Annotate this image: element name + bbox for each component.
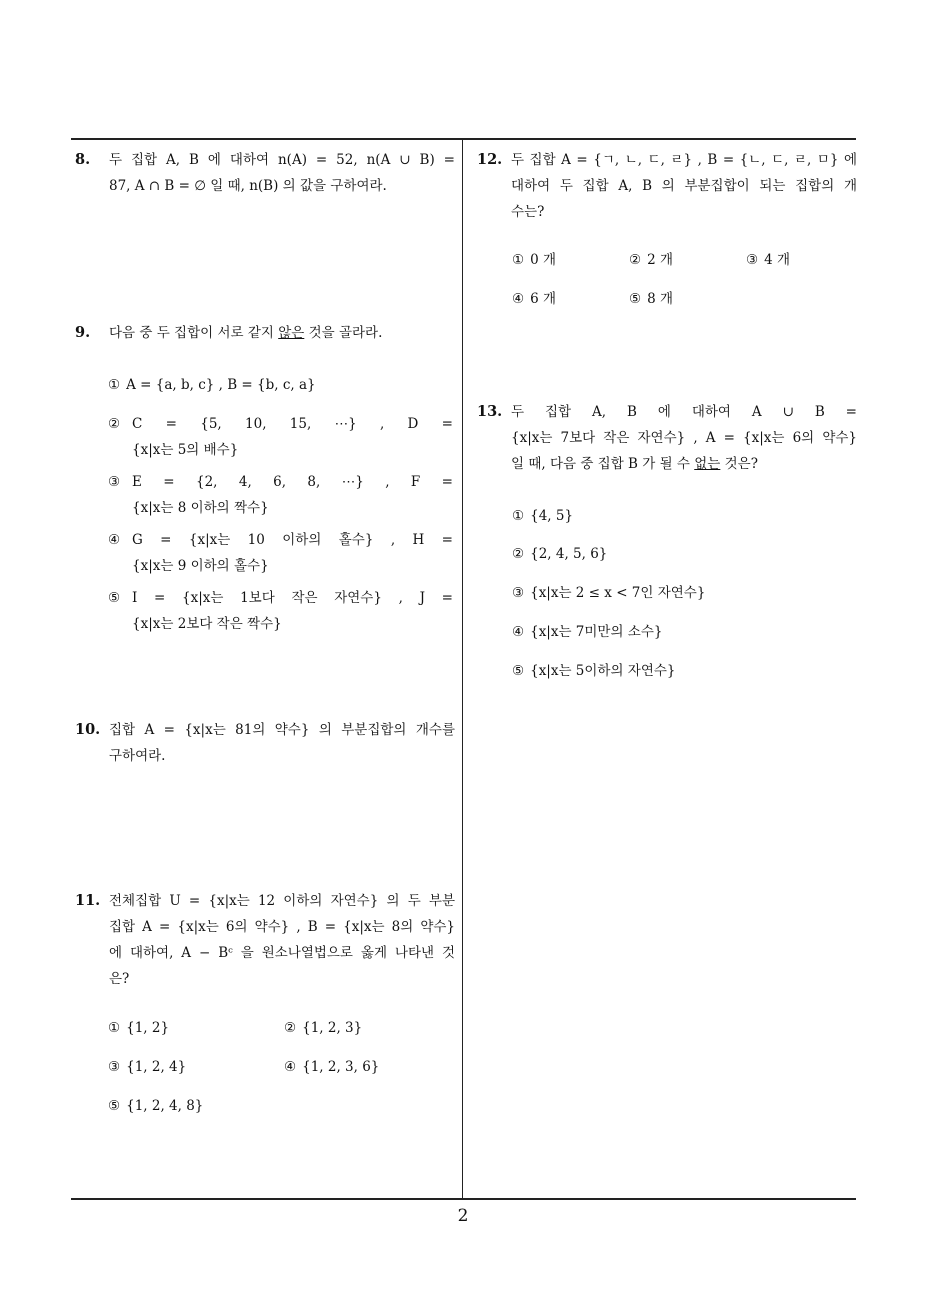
choice-marker: ② — [629, 252, 642, 268]
question-text: 구하여라. — [109, 748, 166, 764]
choice-text: 4 개 — [764, 252, 791, 268]
question-text: 전체집합 U = {x|x는 12 이하의 자연수} 의 두 부분 — [109, 893, 455, 909]
question-text: 것은? — [720, 456, 758, 472]
choice-marker: ④ — [108, 532, 121, 548]
answer-choice-5[interactable] — [108, 1093, 203, 1119]
question-text: 은? — [109, 971, 130, 987]
question-8 — [75, 147, 455, 199]
choice-text: {x|x는 7미만의 소수} — [530, 624, 663, 640]
choice-text: 8 개 — [647, 291, 674, 307]
question-text: 다음 중 두 집합이 서로 같지 — [109, 325, 279, 341]
question-text — [511, 451, 857, 477]
bottom-rule — [71, 1198, 856, 1200]
choice-marker: ③ — [108, 474, 121, 490]
answer-choice-2[interactable] — [108, 411, 453, 463]
choice-marker: ③ — [746, 252, 759, 268]
answer-choice-4[interactable] — [512, 286, 556, 312]
answer-choice-2[interactable] — [284, 1015, 362, 1041]
choice-text: E = {2, 4, 6, 8, ⋯} , F = — [132, 474, 453, 490]
question-number: 10. — [75, 721, 101, 738]
question-text: 수는? — [511, 204, 545, 220]
choice-text: {1, 2} — [126, 1020, 170, 1036]
column-divider — [462, 139, 463, 1199]
answer-choice-1[interactable] — [108, 372, 453, 398]
top-rule — [71, 138, 856, 140]
question-number: 13. — [477, 403, 503, 420]
question-12 — [477, 147, 857, 225]
question-text: 대하여 두 집합 A, B 의 부분집합이 되는 집합의 개 — [511, 178, 857, 194]
choice-text: 2 개 — [647, 252, 674, 268]
choice-text: I = {x|x는 1보다 작은 자연수} , J = — [132, 590, 453, 606]
choice-text: {1, 2, 3, 6} — [302, 1059, 380, 1075]
question-number: 9. — [75, 324, 91, 341]
question-10 — [75, 717, 455, 769]
question-number: 12. — [477, 151, 503, 168]
choice-text: {2, 4, 5, 6} — [530, 546, 608, 562]
choice-marker: ② — [108, 416, 121, 432]
question-text: 두 집합 A, B 에 대하여 A ∪ B = — [511, 404, 857, 420]
answer-choice-1[interactable] — [512, 503, 573, 529]
choice-marker: ④ — [512, 624, 525, 640]
answer-choice-2[interactable] — [512, 541, 607, 567]
choice-text: {x|x는 8 이하의 짝수} — [132, 500, 269, 516]
answer-choice-4[interactable] — [108, 527, 453, 579]
answer-choice-2[interactable] — [629, 247, 673, 273]
choice-text: G = {x|x는 10 이하의 홀수} , H = — [132, 532, 453, 548]
choice-marker: ① — [108, 1020, 121, 1036]
page-number: 2 — [457, 1206, 469, 1226]
choice-marker: ① — [512, 252, 525, 268]
question-text: 일 때, 다음 중 집합 B 가 될 수 — [511, 456, 695, 472]
choice-text: {x|x는 2 ≤ x < 7인 자연수} — [530, 585, 706, 601]
choice-text: 6 개 — [530, 291, 557, 307]
answer-choice-3[interactable] — [108, 469, 453, 521]
answer-choice-3[interactable] — [512, 580, 705, 606]
choice-marker: ② — [512, 546, 525, 562]
answer-choice-4[interactable] — [512, 619, 662, 645]
question-number: 11. — [75, 892, 101, 909]
answer-choice-5[interactable] — [629, 286, 673, 312]
choice-text: {x|x는 2보다 작은 짝수} — [132, 616, 282, 632]
choice-text: 0 개 — [530, 252, 557, 268]
choice-text: {1, 2, 4, 8} — [126, 1098, 204, 1114]
emphasis-underline: 없는 — [694, 456, 721, 472]
choice-marker: ① — [108, 377, 121, 393]
choice-marker: ② — [284, 1020, 297, 1036]
question-13 — [477, 399, 857, 477]
answer-choice-1[interactable] — [512, 247, 556, 273]
question-text: 두 집합 A, B 에 대하여 n(A) = 52, n(A ∪ B) = — [109, 152, 455, 168]
choice-marker: ⑤ — [629, 291, 642, 307]
answer-choice-5[interactable] — [512, 658, 676, 684]
answer-choice-1[interactable] — [108, 1015, 169, 1041]
choice-text: A = {a, b, c} , B = {b, c, a} — [126, 377, 316, 393]
choice-text: {x|x는 5이하의 자연수} — [530, 663, 676, 679]
question-text: {x|x는 7보다 작은 자연수} , A = {x|x는 6의 약수} — [511, 430, 857, 446]
choice-marker: ⑤ — [512, 663, 525, 679]
choice-marker: ③ — [512, 585, 525, 601]
choice-text: {4, 5} — [530, 508, 574, 524]
choice-text: C = {5, 10, 15, ⋯} , D = — [132, 416, 453, 432]
question-text: 집합 A = {x|x는 81의 약수} 의 부분집합의 개수를 — [109, 722, 455, 738]
choice-marker: ③ — [108, 1059, 121, 1075]
question-text: 두 집합 A = {ㄱ, ㄴ, ㄷ, ㄹ} , B = {ㄴ, ㄷ, ㄹ, ㅁ} 에 — [511, 152, 857, 168]
emphasis-underline: 않은 — [278, 325, 305, 341]
choice-marker: ⑤ — [108, 1098, 121, 1114]
choice-text: {x|x는 5의 배수} — [132, 442, 239, 458]
question-9 — [75, 320, 455, 346]
answer-choice-3[interactable] — [108, 1054, 186, 1080]
answer-choice-4[interactable] — [284, 1054, 379, 1080]
choice-marker: ⑤ — [108, 590, 121, 606]
choice-text: {1, 2, 3} — [302, 1020, 363, 1036]
choice-marker: ④ — [284, 1059, 297, 1075]
choice-marker: ① — [512, 508, 525, 524]
choice-text: {1, 2, 4} — [126, 1059, 187, 1075]
answer-choice-3[interactable] — [746, 247, 790, 273]
choice-marker: ④ — [512, 291, 525, 307]
question-text: 87, A ∩ B = ∅ 일 때, n(B) 의 값을 구하여라. — [109, 178, 387, 194]
question-text: 것을 골라라. — [304, 325, 383, 341]
question-11 — [75, 888, 455, 992]
question-number: 8. — [75, 151, 91, 168]
question-text: 집합 A = {x|x는 6의 약수} , B = {x|x는 8의 약수} — [109, 919, 455, 935]
question-text: 에 대하여, A − Bᶜ 을 원소나열법으로 옳게 나타낸 것 — [109, 945, 455, 961]
choice-text: {x|x는 9 이하의 홀수} — [132, 558, 269, 574]
answer-choice-5[interactable] — [108, 585, 453, 637]
